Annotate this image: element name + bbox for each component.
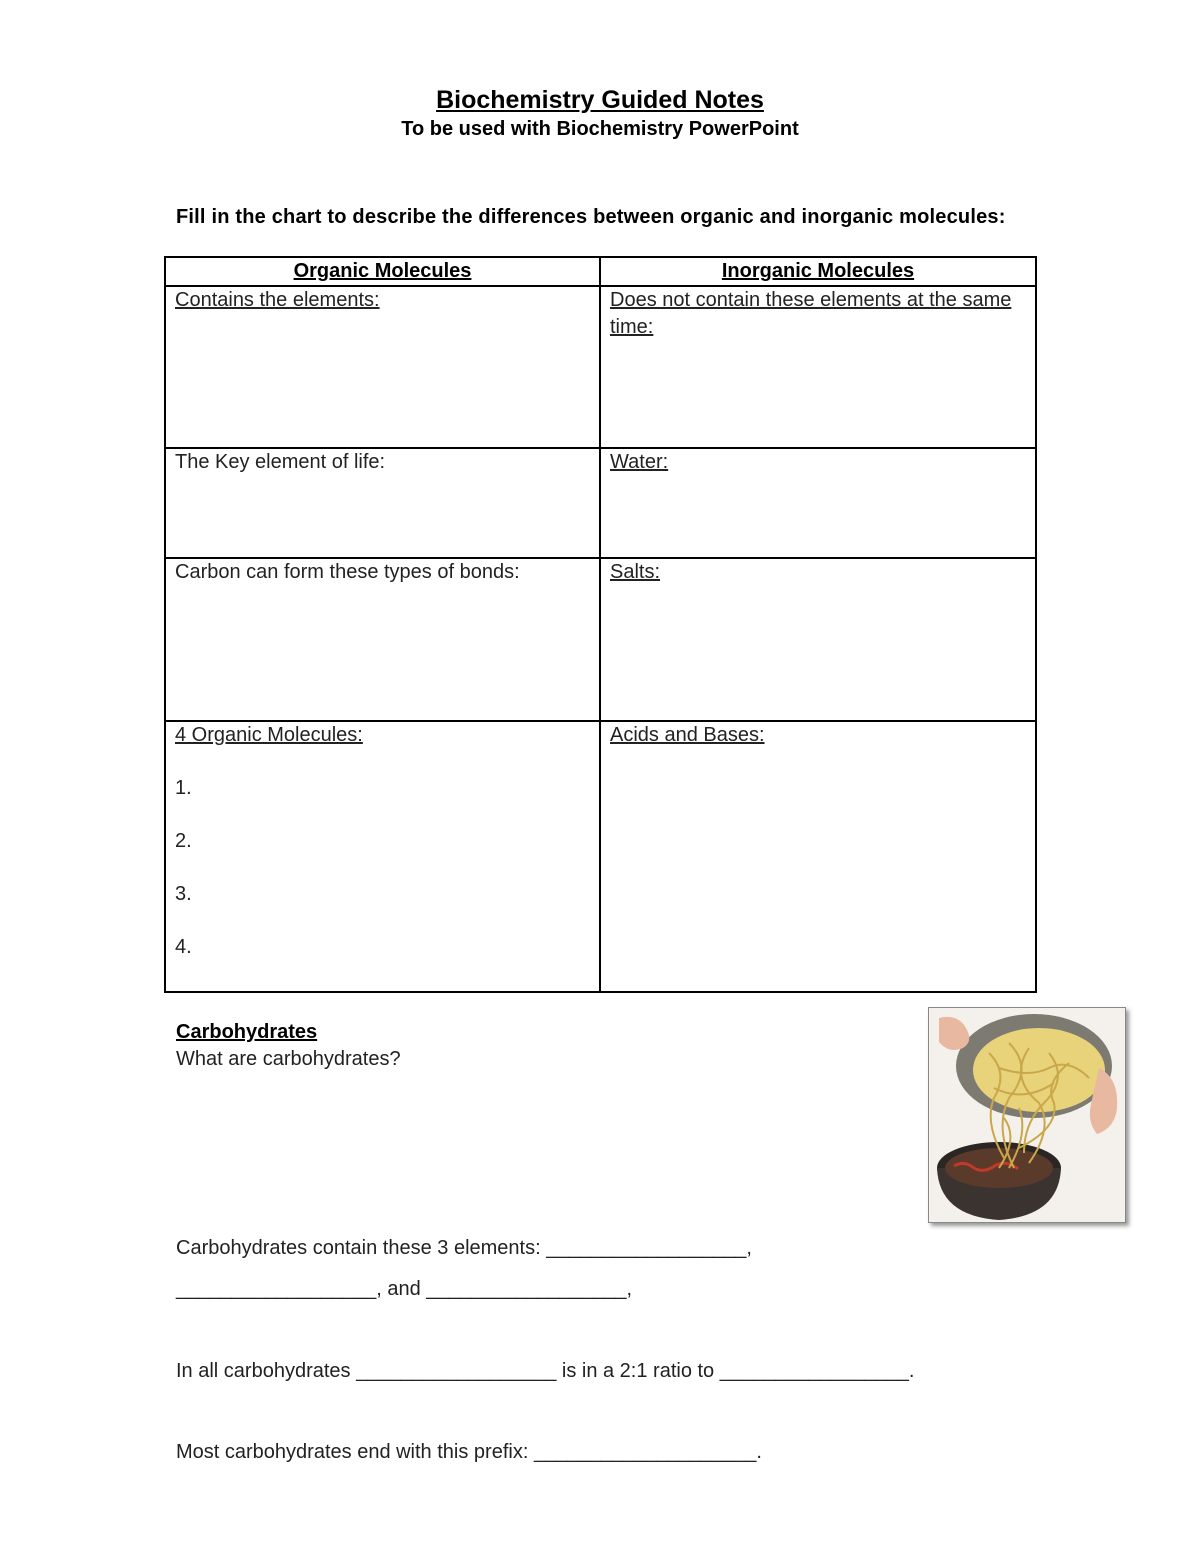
cell-label: Water:	[610, 451, 669, 473]
chart-cell-not-contain[interactable]	[600, 286, 1036, 448]
chart-header-row	[165, 257, 1036, 286]
table-row	[165, 558, 1036, 721]
table-row	[165, 286, 1036, 448]
organic-header: Organic Molecules	[165, 257, 600, 286]
document-title: Biochemistry Guided Notes	[436, 86, 764, 114]
chart-cell-salts[interactable]	[600, 558, 1036, 721]
list-item: 4.	[175, 936, 192, 958]
inorganic-header: Inorganic Molecules	[600, 257, 1036, 286]
elements-line-2: __________________, and __________________,	[176, 1278, 633, 1300]
list-item: 3.	[175, 883, 192, 905]
cell-label: The Key element of life:	[175, 451, 386, 473]
cell-label: 4 Organic Molecules:	[175, 724, 363, 746]
cell-label: Contains the elements:	[175, 289, 380, 311]
cell-label: Acids and Bases:	[610, 724, 765, 746]
organic-inorganic-chart	[164, 256, 1037, 993]
cell-label: Salts:	[610, 561, 661, 583]
list-item: 1.	[175, 777, 192, 799]
chart-cell-elements[interactable]	[165, 286, 600, 448]
table-row	[165, 448, 1036, 558]
list-item: 2.	[175, 830, 192, 852]
carbohydrates-heading: Carbohydrates	[176, 1021, 318, 1043]
pasta-image	[929, 1008, 1125, 1222]
pasta-photo	[928, 1007, 1126, 1223]
document-subtitle: To be used with Biochemistry PowerPoint	[401, 118, 799, 140]
chart-instructions: Fill in the chart to describe the differences between organic and inorganic molecules:	[176, 206, 1006, 228]
chart-cell-bonds[interactable]	[165, 558, 600, 721]
numbered-list	[175, 775, 591, 987]
table-row	[165, 721, 1036, 992]
cell-label: Does not contain these elements at the same time:	[610, 289, 1012, 338]
chart-cell-organic-molecules[interactable]	[165, 721, 600, 992]
chart-cell-key-element[interactable]	[165, 448, 600, 558]
chart-cell-acids-bases[interactable]	[600, 721, 1036, 992]
elements-line-1: Carbohydrates contain these 3 elements: __________________,	[176, 1237, 752, 1259]
cell-label: Carbon can form these types of bonds:	[175, 561, 520, 583]
ratio-line: In all carbohydrates __________________ is in a 2:1 ratio to _________________.	[176, 1360, 915, 1382]
carbohydrates-question: What are carbohydrates?	[176, 1048, 401, 1070]
chart-cell-water[interactable]	[600, 448, 1036, 558]
prefix-line: Most carbohydrates end with this prefix: ____________________.	[176, 1441, 762, 1463]
